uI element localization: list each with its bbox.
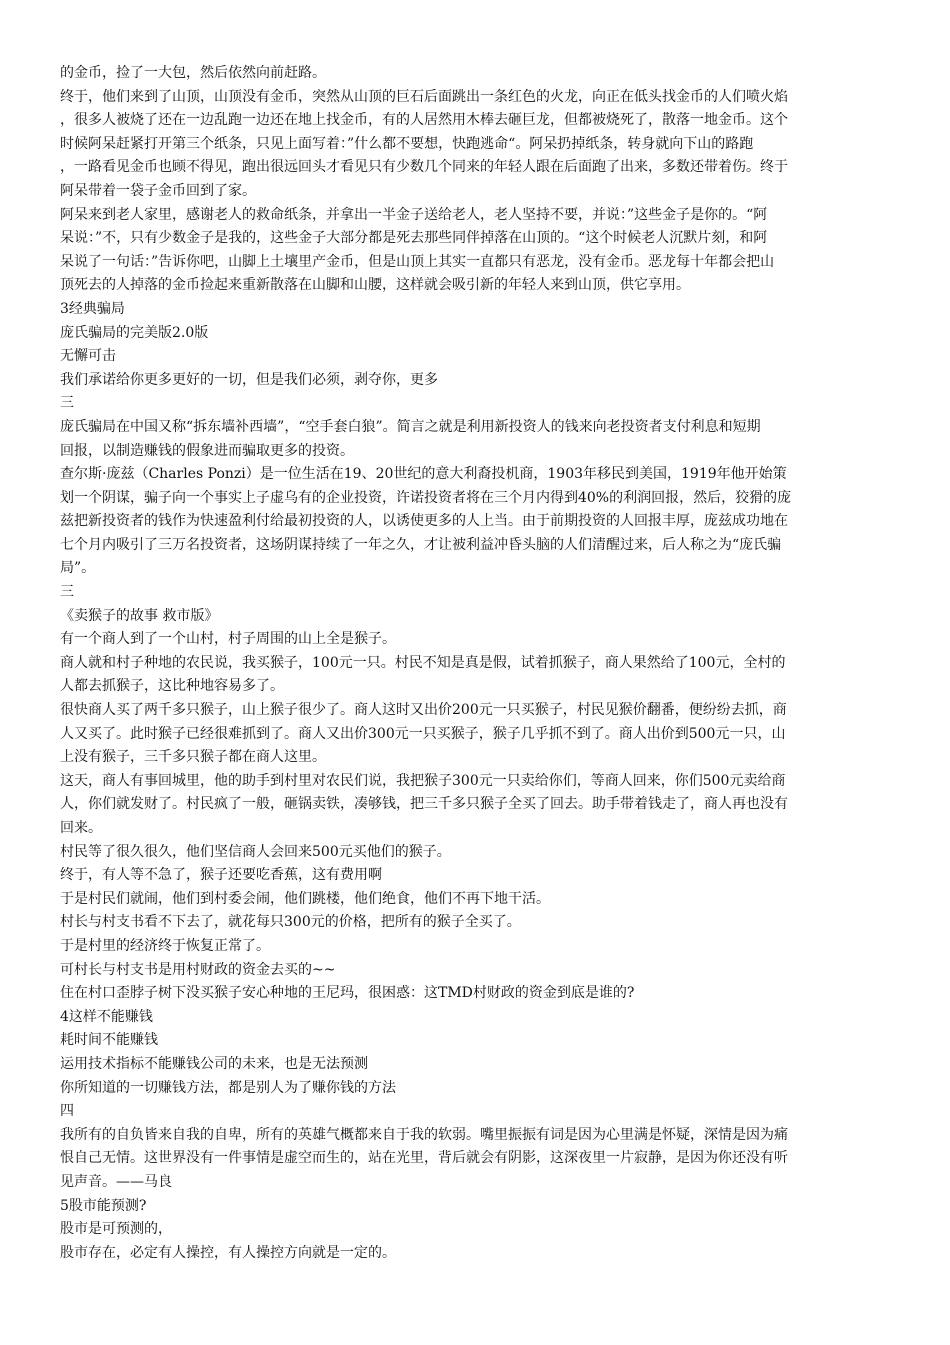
- text-line: ，一路看见金币也顾不得见，跑出很远回头才看见只有少数几个同来的年轻人跟在后面跑了出来，多数还带着伤。终于: [60, 159, 788, 176]
- text-line: 村长与村支书看不下去了，就花每只300元的价格，把所有的猴子全买了。: [60, 914, 521, 931]
- text-line: 3经典骗局: [60, 300, 125, 317]
- text-line: 你所知道的一切赚钱方法，都是别人为了赚你钱的方法: [60, 1079, 396, 1096]
- text-line: 顶死去的人掉落的金币捡起来重新散落在山脚和山腰，这样就会吸引新的年轻人来到山顶，供它享用。: [60, 277, 690, 294]
- text-line: 于是村里的经济终于恢复正常了。: [60, 937, 270, 954]
- text-line: 呆说了一句话：”告诉你吧，山脚上土壤里产金币，但是山顶上其实一直都只有恶龙，没有金币。恶龙每十年都会把山: [60, 253, 775, 270]
- text-line: 上没有猴子，三千多只猴子都在商人这里。: [60, 749, 326, 766]
- document-body: [60, 62, 890, 1265]
- text-line: 划一个阴谋，骗子向一个事实上子虚乌有的企业投资，许诺投资者将在三个月内得到40%的利润回报，然后，狡猾的庞: [60, 489, 792, 506]
- text-line: 恨自己无情。这世界没有一件事情是虚空而生的，站在光里，背后就会有阴影，这深夜里一片寂静，是因为你还没有听: [60, 1150, 788, 1167]
- text-line: 终于，有人等不急了，猴子还要吃香蕉，这有费用啊: [60, 867, 382, 884]
- text-line: 终于，他们来到了山顶，山顶没有金币，突然从山顶的巨石后面跳出一条红色的火龙，向正在低头找金币的人们喷火焰: [60, 88, 788, 105]
- text-line: 运用技术指标不能赚钱公司的未来，也是无法预测: [60, 1055, 368, 1072]
- text-line: 兹把新投资者的钱作为快速盈利付给最初投资的人，以诱使更多的人上当。由于前期投资的人回报丰厚，庞兹成功地在: [60, 513, 788, 530]
- text-line: 无懈可击: [60, 348, 116, 365]
- text-line: 这天，商人有事回城里，他的助手到村里对农民们说，我把猴子300元一只卖给你们，等商人回来，你们500元卖给商: [60, 772, 786, 789]
- text-line: 阿呆来到老人家里，感谢老人的救命纸条，并拿出一半金子送给老人，老人坚持不要，并说：”这些金子是你的。“阿: [60, 206, 768, 223]
- text-line: 股市是可预测的，: [60, 1221, 172, 1238]
- text-line: 人，你们就发财了。村民疯了一般，砸锅卖铁，凑够钱，把三千多只猴子全买了回去。助手带着钱走了，商人再也没有: [60, 796, 788, 813]
- text-line: ，很多人被烧了还在一边乱跑一边还在地上找金币，有的人居然用木棒去砸巨龙，但都被烧死了，散落一地金币。这个: [60, 112, 788, 129]
- text-line: 于是村民们就闹，他们到村委会闹，他们跳楼，他们绝食，他们不再下地干活。: [60, 890, 550, 907]
- text-line: 庞氏骗局的完美版2.0版: [60, 324, 209, 341]
- text-line: 村民等了很久很久，他们坚信商人会回来500元买他们的猴子。: [60, 843, 451, 860]
- text-line: 见声音。——马良: [60, 1173, 172, 1190]
- text-line: 四: [60, 1103, 74, 1120]
- text-line: 人都去抓猴子，这比种地容易多了。: [60, 678, 284, 695]
- text-line: 局”。: [60, 560, 96, 577]
- text-line: 《卖猴子的故事 救市版》: [60, 607, 219, 624]
- text-line: 我们承诺给你更多更好的一切，但是我们必须，剥夺你，更多: [60, 371, 438, 388]
- text-line: 查尔斯·庞兹（Charles Ponzi）是一位生活在19、20世纪的意大利裔投机商，1903年移民到美国，1919年他开始策: [60, 466, 787, 483]
- text-line: 有一个商人到了一个山村，村子周围的山上全是猴子。: [60, 631, 396, 648]
- text-line: 5股市能预测?: [60, 1197, 147, 1214]
- text-line: 三: [60, 395, 74, 412]
- text-line: 可村长与村支书是用村财政的资金去买的~~: [60, 961, 336, 978]
- text-line: 住在村口歪脖子树下没买猴子安心种地的王尼玛，很困惑：这TMD村财政的资金到底是谁的?: [60, 985, 635, 1002]
- text-line: 时候阿呆赶紧打开第三个纸条，只见上面写着：”什么都不要想，快跑逃命“。阿呆扔掉纸条，转身就向下山的路跑: [60, 135, 754, 152]
- text-line: 4这样不能赚钱: [60, 1008, 153, 1025]
- text-line: 我所有的自负皆来自我的自卑，所有的英雄气概都来自于我的软弱。嘴里振振有词是因为心里满是怀疑，深情是因为痛: [60, 1126, 788, 1143]
- text-line: 回报，以制造赚钱的假象进而骗取更多的投资。: [60, 442, 354, 459]
- text-line: 呆说：”不，只有少数金子是我的，这些金子大部分都是死去那些同伴掉落在山顶的。“这个时候老人沉默片刻，和阿: [60, 230, 768, 247]
- text-line: 商人就和村子种地的农民说，我买猴子，100元一只。村民不知是真是假，试着抓猴子，商人果然给了100元，全村的: [60, 654, 786, 671]
- text-line: 人又买了。此时猴子已经很难抓到了。商人又出价300元一只买猴子，猴子几乎抓不到了。商人出价到500元一只，山: [60, 725, 786, 742]
- text-line: 很快商人买了两千多只猴子，山上猴子很少了。商人这时又出价200元一只买猴子，村民见猴价翻番，便纷纷去抓，商: [60, 702, 787, 719]
- text-line: 耗时间不能赚钱: [60, 1032, 158, 1049]
- text-line: 股市存在，必定有人操控，有人操控方向就是一定的。: [60, 1244, 396, 1261]
- text-line: 三: [60, 584, 74, 601]
- text-line: 回来。: [60, 820, 102, 836]
- text-line: 的金币，捡了一大包，然后依然向前赶路。: [60, 65, 326, 81]
- text-line: 七个月内吸引了三万名投资者，这场阴谋持续了一年之久，才让被利益冲昏头脑的人们清醒过来，后人称之为“庞氏骗: [60, 536, 782, 553]
- text-line: 庞氏骗局在中国又称“拆东墙补西墙”，“空手套白狼”。简言之就是利用新投资人的钱来向老投资者支付利息和短期: [60, 418, 761, 435]
- text-line: 阿呆带着一袋子金币回到了家。: [60, 182, 256, 199]
